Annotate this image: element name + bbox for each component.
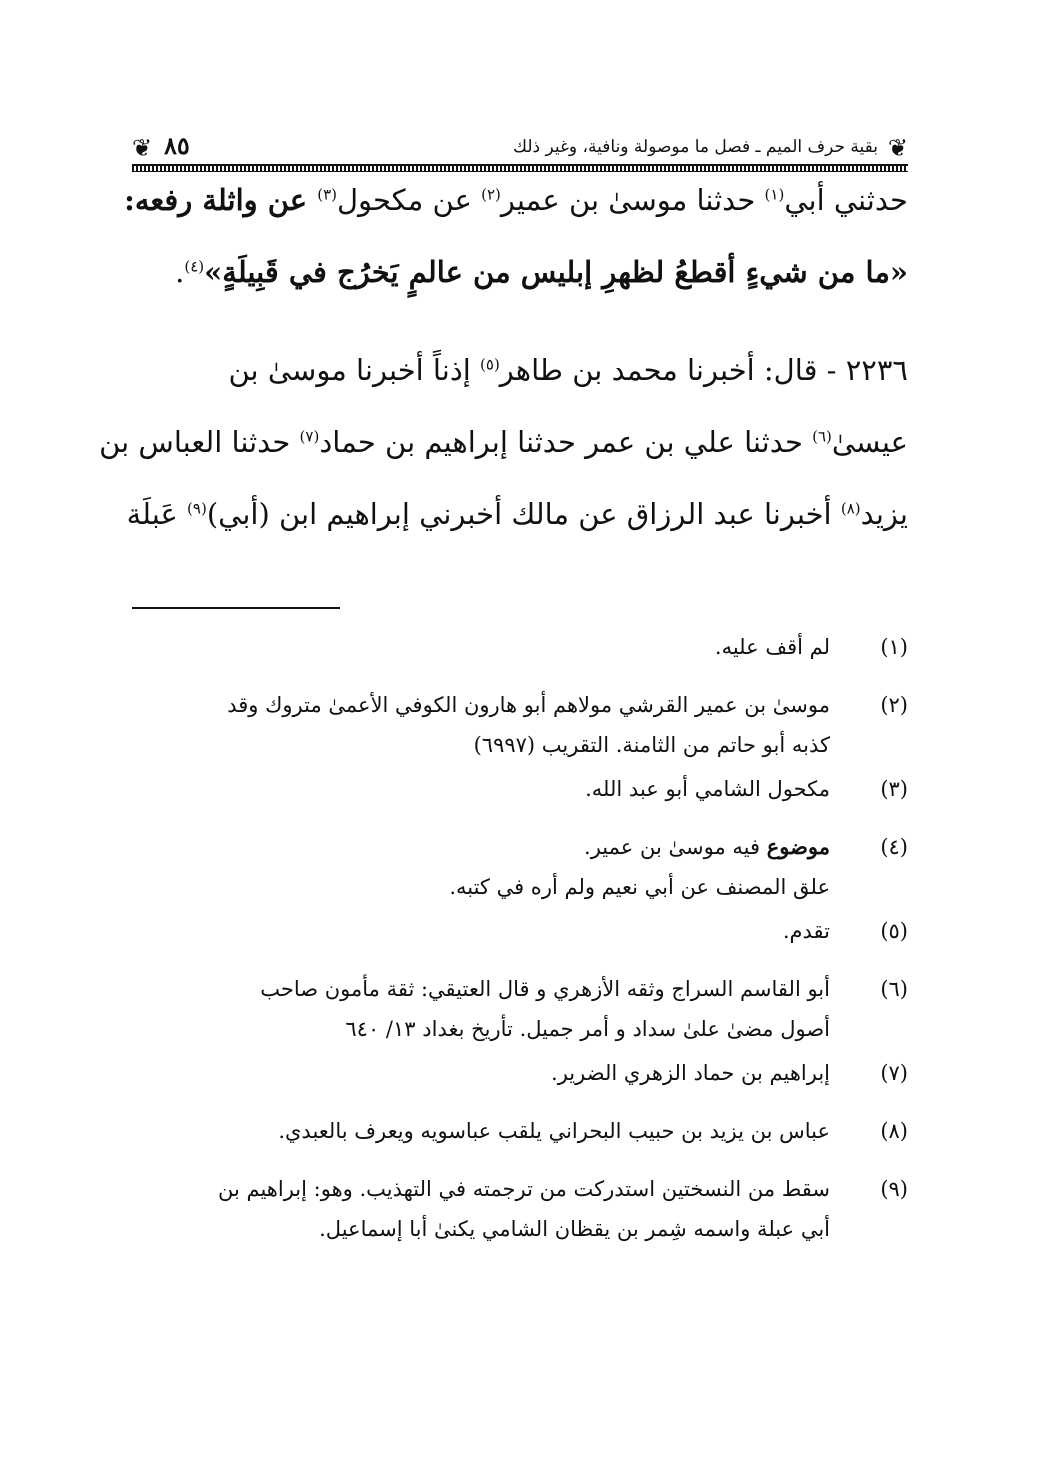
footnote-text: تقدم. xyxy=(782,919,830,943)
text-segment: حدثنا موسىٰ بن عمير xyxy=(500,183,765,217)
footnote-number: (٣) xyxy=(880,777,908,801)
header-ornament-left-icon: ❦ xyxy=(132,134,153,162)
text-segment: عَبلَة xyxy=(126,497,188,531)
text-segment: عن واثلة رفعه: xyxy=(124,183,318,217)
footnote-text: موسىٰ بن عمير القرشي مولاهم أبو هارون الكوفي الأعمىٰ متروك وقد xyxy=(227,693,830,717)
main-line-5 xyxy=(126,494,908,566)
text-segment: يزيد xyxy=(860,497,908,531)
main-line-1 xyxy=(124,180,908,252)
footnote-text xyxy=(132,832,830,862)
text-segment: عيسىٰ xyxy=(831,425,908,459)
footnote-item xyxy=(132,974,908,1044)
header-title: بقية حرف الميم ـ فصل ما موصولة ونافية، وغير ذلك xyxy=(513,137,878,157)
footnote-number: (٦) xyxy=(880,977,908,1001)
footnote-text-segment: فيه موسىٰ بن عمير. xyxy=(584,835,767,859)
text-segment: عن مكحول xyxy=(336,183,482,217)
footnote-text: عباس بن يزيد بن حبيب البحراني يلقب عباسويه ويعرف بالعبدي. xyxy=(278,1119,830,1143)
footnote-number: (٧) xyxy=(880,1061,908,1085)
text-segment: حدثنا العباس بن xyxy=(99,425,300,459)
footnote-number: (٥) xyxy=(880,919,908,943)
footnote-number: (٢) xyxy=(880,693,908,717)
footnotes xyxy=(132,632,908,1258)
text-segment: أخبرنا عبد الرزاق عن مالك أخبرني إبراهيم ابن (أبي) xyxy=(206,497,841,531)
footnote-item xyxy=(132,1116,908,1160)
footnote-text: كذبه أبو حاتم من الثامنة. التقريب (٦٩٩٧) xyxy=(473,733,830,757)
footnote-item xyxy=(132,690,908,760)
footnote-text: علق المصنف عن أبي نعيم ولم أره في كتبه. xyxy=(449,875,830,899)
footnote-text: أصول مضىٰ علىٰ سداد و أمر جميل. تأريخ بغداد ١٣/ ٦٤٠ xyxy=(345,1017,830,1041)
footnote-ref: (٨) xyxy=(840,499,861,518)
footnote-verdict: موضوع xyxy=(766,834,830,859)
text-segment: حدثني أبي xyxy=(784,183,908,217)
running-header xyxy=(132,130,908,174)
footnote-ref: (٧) xyxy=(299,427,320,446)
footnote-item xyxy=(132,774,908,818)
footnote-text: سقط من النسختين استدركت من ترجمته في التهذيب. وهو: إبراهيم بن xyxy=(217,1177,830,1201)
footnote-item xyxy=(132,1174,908,1244)
footnote-ref: (٥) xyxy=(480,355,500,374)
footnote-text: لم أقف عليه. xyxy=(714,635,830,659)
main-line-2 xyxy=(132,252,908,324)
header-rule xyxy=(132,164,908,172)
header-ornament-right-icon: ❦ xyxy=(887,134,908,162)
footnote-ref: (٤) xyxy=(184,257,205,276)
footnote-item xyxy=(132,1058,908,1102)
text-segment: ٢٢٣٦ - قال: أخبرنا محمد بن طاهر xyxy=(499,353,908,387)
footnote-text: مكحول الشامي أبو عبد الله. xyxy=(585,777,830,801)
footnote-item xyxy=(132,916,908,960)
paragraph-gap xyxy=(132,324,908,350)
main-line-4 xyxy=(99,422,908,494)
text-segment: . xyxy=(175,255,185,289)
footnote-ref: (٣) xyxy=(317,185,337,204)
footnote-text: أبي عبلة واسمه شِمر بن يقظان الشامي يكنىٰ أبا إسماعيل. xyxy=(319,1217,830,1241)
text-segment: حدثنا علي بن عمر حدثنا إبراهيم بن حماد xyxy=(319,425,813,459)
main-line-3 xyxy=(132,350,908,422)
main-text xyxy=(99,180,908,566)
footnote-text: إبراهيم بن حماد الزهري الضرير. xyxy=(551,1061,830,1085)
footnote-ref: (٦) xyxy=(812,427,832,446)
footnote-number: (٩) xyxy=(880,1177,908,1201)
footnote-number: (٨) xyxy=(880,1119,908,1143)
footnote-ref: (٢) xyxy=(481,185,501,204)
text-segment: إذناً أخبرنا موسىٰ بن xyxy=(228,353,481,387)
footnote-text: أبو القاسم السراج وثقه الأزهري و قال العتيقي: ثقة مأمون صاحب xyxy=(260,977,830,1001)
footnote-item xyxy=(132,832,908,902)
footnote-number: (٤) xyxy=(880,835,908,859)
footnote-divider xyxy=(132,607,340,609)
hadith-text: «ما من شيءٍ أقطعُ لظهرِ إبليس من عالمٍ يَخرُج في قَبِيلَةٍ» xyxy=(204,255,908,289)
footnote-item xyxy=(132,632,908,676)
page-number: ٨٥ xyxy=(164,131,190,160)
footnote-number: (١) xyxy=(880,635,908,659)
footnote-ref: (٩) xyxy=(187,499,207,518)
footnote-ref: (١) xyxy=(764,185,785,204)
